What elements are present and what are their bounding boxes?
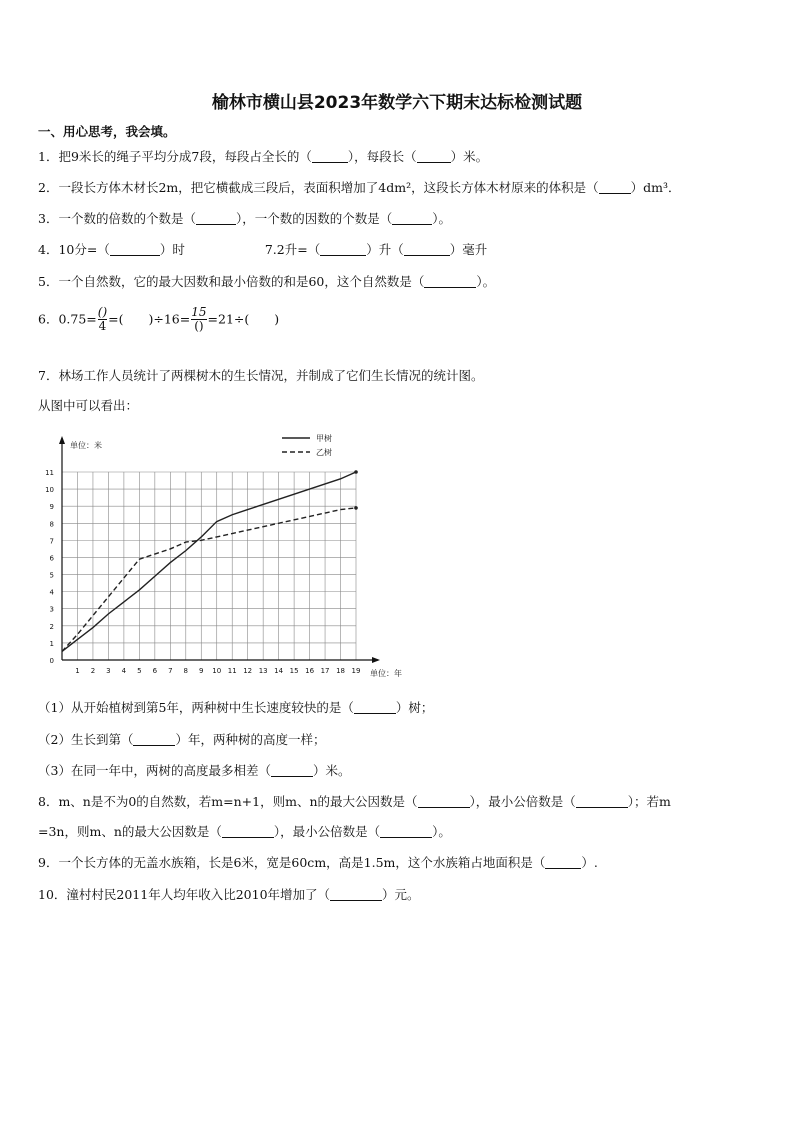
answer-blank[interactable] (110, 243, 160, 256)
x-tick-label: 3 (106, 667, 111, 675)
series-end-point (354, 506, 358, 510)
tree-growth-line-chart (36, 430, 416, 690)
x-tick-label: 18 (336, 667, 345, 675)
y-tick-label: 7 (49, 537, 54, 546)
y-tick-label: 10 (45, 486, 54, 495)
x-tick-label: 1 (75, 667, 80, 675)
fraction-2: $\frac{15}{()}$ (191, 305, 207, 333)
answer-blank[interactable] (599, 181, 631, 194)
y-axis-label: 单位：米 (70, 441, 102, 450)
x-tick-label: 10 (212, 667, 222, 675)
answer-blank[interactable] (222, 825, 274, 838)
x-tick-label: 6 (152, 667, 158, 675)
y-tick-label: 9 (49, 503, 54, 512)
page-title: 榆林市横山县2023年数学六下期末达标检测试题 (211, 93, 583, 113)
x-tick-label: 14 (274, 667, 284, 675)
x-tick-label: 9 (199, 667, 204, 675)
x-tick-label: 16 (305, 667, 315, 675)
x-tick-label: 13 (258, 667, 268, 675)
x-tick-label: 15 (289, 667, 299, 675)
x-tick-label: 4 (121, 667, 127, 675)
question-7-subtext: 从图中可以看出： (38, 398, 139, 413)
fraction-1: $\frac{()}{4}$ (97, 305, 108, 333)
answer-blank[interactable] (424, 275, 476, 288)
answer-blank[interactable] (576, 795, 628, 808)
y-tick-label: 5 (49, 571, 54, 580)
x-tick-label: 2 (90, 667, 96, 675)
x-tick-label: 11 (227, 667, 237, 675)
legend-label: 乙树 (316, 448, 332, 457)
question-10: 10．潼村村民2011年人均年收入比2010年增加了（ ）元。 (38, 887, 420, 902)
series-line-1 (62, 472, 356, 651)
x-tick-label: 5 (137, 667, 142, 675)
answer-blank[interactable] (418, 795, 470, 808)
y-tick-label: 3 (49, 605, 54, 614)
answer-blank[interactable] (133, 733, 175, 746)
y-tick-label: 0 (49, 657, 54, 665)
answer-blank[interactable] (196, 212, 236, 225)
answer-blank[interactable] (380, 825, 432, 838)
y-tick-label: 6 (49, 554, 54, 563)
question-6: 6．0.75= $\frac{()}{4}$ =( )÷16= $\frac{15}{()}$ =21÷( ) (38, 305, 280, 333)
question-9: 9．一个长方体的无盖水族箱，长是6米，宽是60cm，高是1.5m，这个水族箱占地面积是（ ）. (38, 855, 598, 870)
x-tick-label: 8 (183, 667, 189, 675)
series-end-point (354, 470, 358, 474)
x-axis-label: 单位：年 (370, 669, 402, 678)
answer-blank[interactable] (330, 888, 382, 901)
y-axis-arrow (59, 436, 65, 444)
question-7: 7．林场工作人员统计了两棵树木的生长情况，并制成了它们生长情况的统计图。 (38, 368, 484, 383)
answer-blank[interactable] (320, 243, 366, 256)
answer-blank[interactable] (312, 150, 348, 163)
question-7-3: （3）在同一年中，两树的高度最多相差（ ）米。 (38, 763, 351, 778)
question-4: 4．10分=（ ）时 7.2升=（ ）升（ ）毫升 (38, 242, 488, 257)
y-tick-label: 2 (49, 622, 54, 631)
x-tick-label: 19 (351, 667, 361, 675)
question-8: 8．m、n是不为0的自然数，若m=n+1，则m、n的最大公因数是（ ），最小公倍数是（ ）；若m (38, 794, 671, 809)
answer-blank[interactable] (271, 764, 313, 777)
question-1: 1．把9米长的绳子平均分成7段，每段占全长的（ ），每段长（ ）米。 (38, 149, 489, 164)
y-tick-label: 8 (49, 520, 54, 529)
question-5: 5．一个自然数，它的最大因数和最小倍数的和是60，这个自然数是（ ）。 (38, 274, 496, 289)
y-tick-label: 1 (49, 639, 54, 648)
x-axis-arrow (372, 657, 380, 663)
answer-blank[interactable] (417, 150, 451, 163)
answer-blank[interactable] (545, 856, 581, 869)
legend-label: 甲树 (316, 434, 332, 443)
y-tick-label: 11 (45, 469, 54, 477)
answer-blank[interactable] (404, 243, 450, 256)
x-tick-label: 12 (243, 667, 253, 675)
question-7-1: （1）从开始植树到第5年，两种树中生长速度较快的是（ ）树； (38, 700, 434, 715)
question-3: 3．一个数的倍数的个数是（ ），一个数的因数的个数是（ ）。 (38, 211, 451, 226)
question-7-2: （2）生长到第（ ）年，两种树的高度一样； (38, 732, 326, 747)
answer-blank[interactable] (354, 701, 396, 714)
question-2: 2．一段长方体木材长2m，把它横截成三段后，表面积增加了4dm²，这段长方体木材原来的体积是（ ）dm³． (38, 180, 681, 195)
section-heading: 一、用心思考，我会填。 (38, 124, 176, 139)
x-tick-label: 7 (168, 667, 173, 675)
y-tick-label: 4 (49, 588, 54, 597)
question-8-continued: =3n，则m、n的最大公因数是（ ），最小公倍数是（ ）。 (38, 824, 451, 839)
answer-blank[interactable] (392, 212, 432, 225)
x-tick-label: 17 (320, 667, 330, 675)
